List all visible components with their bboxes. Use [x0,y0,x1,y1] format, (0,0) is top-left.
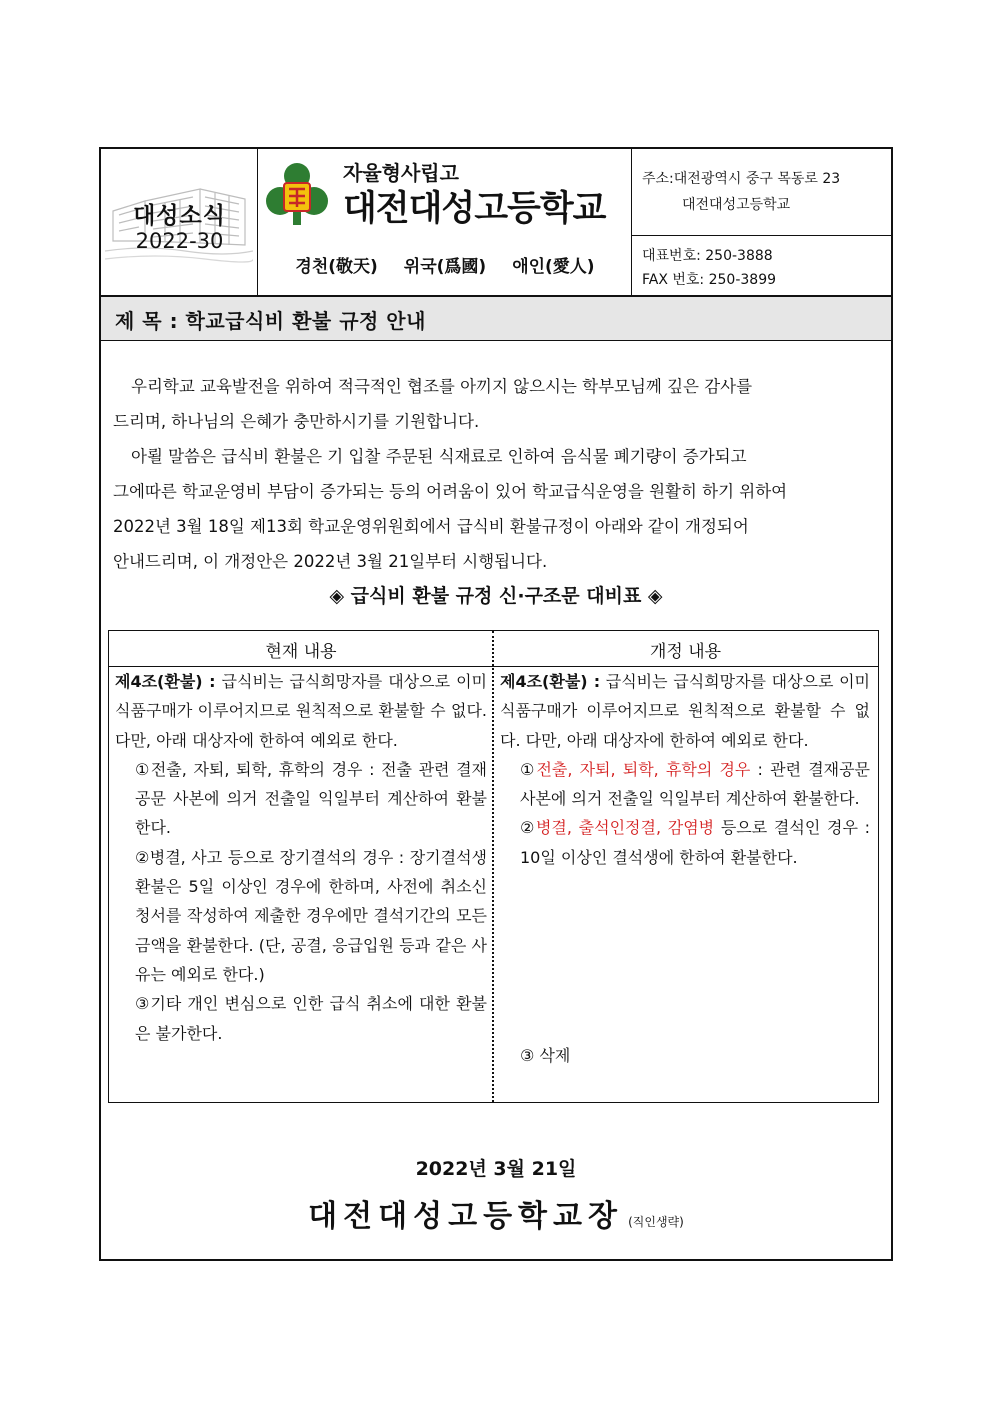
school-mottos [258,252,632,277]
revised-rule-text [500,667,870,872]
rule-intro [500,667,870,755]
item-text: 등으로 결석인 경우 : 10일 이상인 결석생에 한하여 환불한다. [520,818,870,867]
column-header-revised: 개정 내용 [493,631,878,667]
address-line: 주소:대전광역시 중구 목동로 23 [642,171,841,187]
motto: 애인(愛人) [512,257,595,277]
subject-line: 제 목 : 학교급식비 환불 규정 안내 [101,297,891,341]
body-line: 안내드리며, 이 개정안은 2022년 3월 21일부터 시행됩니다. [113,552,548,571]
article-text: 급식비는 급식희망자를 대상으로 이미 식품구매가 이루어지므로 원칙적으로 환불할 수 없다. 다만, 아래 대상자에 한하여 예외로 한다. [115,672,487,750]
school-emblem-icon [262,159,332,229]
newsletter-title: 대성소식 [133,203,226,229]
current-rule-text [115,667,487,1048]
letter-body [113,369,879,579]
address-line: 대전대성고등학교 [682,197,791,213]
phone-number: 대표번호: 250-3888 [642,248,773,264]
school-name: 대전대성고등학교 [343,189,606,229]
letterhead [101,149,891,297]
motto: 위국(爲國) [403,257,487,277]
body-line: 그에따른 학교운영비 부담이 증가되는 등의 어려움이 있어 학교급식운영을 원활히 하기 위하여 [113,482,788,501]
seal-note: (직인생략) [628,1215,684,1229]
highlighted-text: 전출, 자퇴, 퇴학, 휴학의 경우 [536,759,751,779]
fax-number: FAX 번호: 250-3899 [642,272,777,288]
item-number: ① [520,759,537,779]
article-text: 급식비는 급식희망자를 대상으로 이미 식품구매가 이루어지므로 원칙적으로 환불할 수 없다. 다만, 아래 대상자에 한하여 예외로 한다. [500,672,871,750]
column-divider [492,631,494,1102]
issue-date: 2022년 3월 21일 [415,1158,577,1180]
column-header-current: 현재 내용 [109,631,493,667]
motto: 경천(敬天) [295,257,378,277]
comparison-table [108,630,879,1103]
deleted-item: ③ 삭제 [520,1046,571,1065]
highlighted-text: 병결, 출석인정결, 감염병 [535,818,715,838]
body-line: 아뢸 말씀은 급식비 환불은 기 입찰 주문된 식재료로 인하여 음식물 폐기량이 증가되고 [131,447,747,466]
school-identity [258,149,632,297]
issue-number: 2022-30 [135,229,224,253]
school-type: 자율형사립고 [343,161,459,185]
item-number: ② [520,818,536,838]
newsletter-badge [101,149,258,297]
rule-item [500,755,870,814]
document-frame [99,147,893,1261]
body-line: 우리학교 교육발전을 위하여 적극적인 협조를 아끼지 않으시는 학부모님께 깊은 감사를 [131,377,753,396]
rule-item: ②병결, 사고 등으로 장기결석의 경우 : 장기결석생 환불은 5일 이상인 경우에 한하며, 사전에 취소신청서를 작성하여 제출한 경우에만 결석기간의 모든 금액을 환불한다. (단, 공결, 응급입원 등과 같은 사유는 예외로 한다.) [135,847,487,984]
phone-block [632,236,891,292]
contact-info [632,149,891,297]
address-block [632,149,891,236]
comparison-table-title: ◈ 급식비 환불 규정 신·구조문 대비표 ◈ [329,585,663,607]
rule-item: ③기타 개인 변심으로 인한 급식 취소에 대한 환불은 불가한다. [135,994,487,1043]
rule-item: ①전출, 자퇴, 퇴학, 휴학의 경우 : 전출 관련 결재공문 사본에 의거 전출일 익일부터 계산하여 환불한다. [135,759,487,838]
body-line: 2022년 3월 18일 제13회 학교운영위원회에서 급식비 환불규정이 아래와 같이 개정되어 [113,517,749,536]
signature-block [101,1191,891,1235]
rule-item [500,813,870,872]
item-text: : 관련 결재공문 사본에 의거 전출일 익일부터 계산하여 환불한다. [520,759,871,809]
body-line: 드리며, 하나님의 은혜가 충만하시기를 기원합니다. [113,412,480,431]
article-label: 제4조(환불) : [500,672,601,691]
article-label: 제4조(환불) : [115,672,216,691]
rule-intro [115,667,487,755]
signer-name: 대전대성고등학교장 [308,1199,623,1234]
